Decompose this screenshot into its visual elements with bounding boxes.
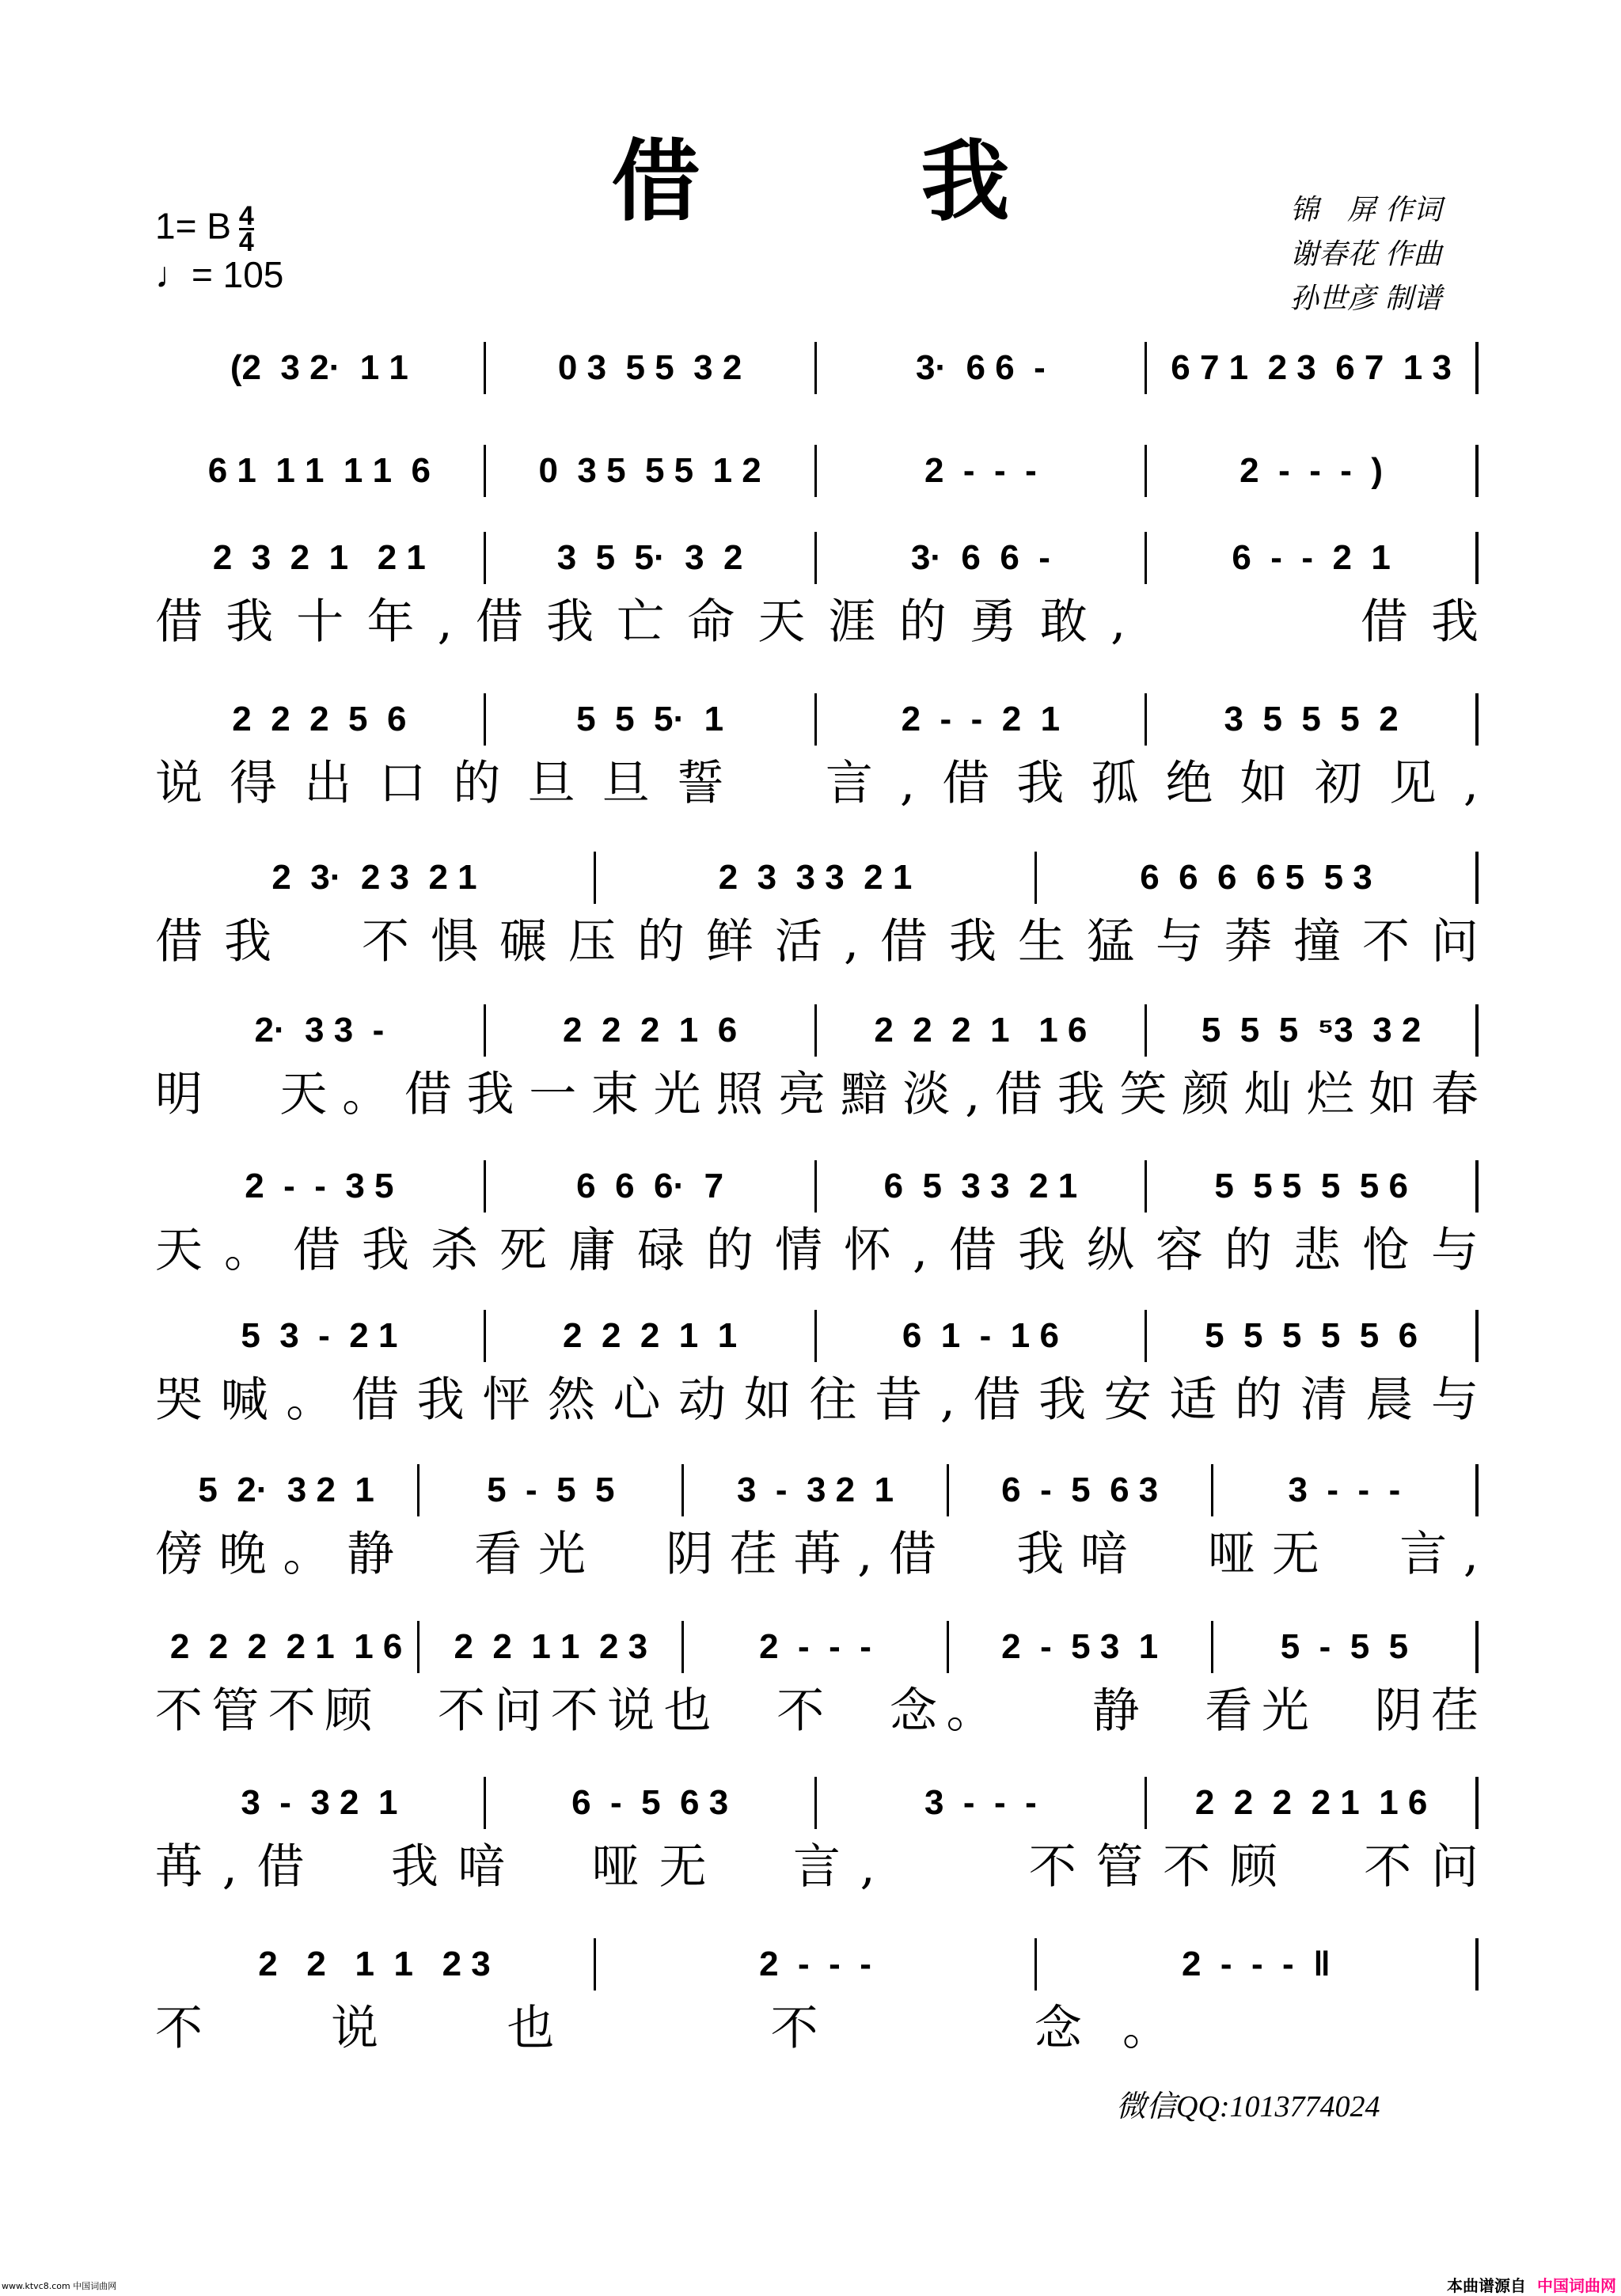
measure: 0 3 5 5 5 1 2 <box>486 445 817 497</box>
measure: 2 - - - ) <box>1147 445 1479 497</box>
measure: 6 - - 2 1 <box>1147 532 1479 584</box>
notation-line <box>155 340 1479 396</box>
score-row <box>155 340 1479 396</box>
measure: 2 3· 2 3 2 1 <box>155 852 596 904</box>
time-top: 4 <box>238 201 254 231</box>
score-row <box>155 1308 1479 1432</box>
arranger: 孙世彦 制谱 <box>1290 283 1442 315</box>
notation-line <box>155 1463 1479 1518</box>
score-row <box>155 850 1479 973</box>
measure: 2 - - 2 1 <box>817 693 1148 746</box>
measure: 6 7 1 2 3 6 7 1 3 <box>1147 342 1479 394</box>
score-row <box>155 443 1479 499</box>
measure: 3 5 5 5 2 <box>1147 693 1479 746</box>
score-row <box>155 1775 1479 1899</box>
measure: 6 5 3 3 2 1 <box>817 1160 1148 1213</box>
measure: 2 2 2 1 6 <box>486 1004 817 1057</box>
lyric-line: 不管不顾 不问不说也 不 念。 静 看光 阴荏 <box>155 1683 1479 1739</box>
measure: 3 - - - <box>817 1777 1148 1829</box>
score-row <box>155 530 1479 654</box>
notation-line <box>155 850 1479 905</box>
lyricist: 锦 屏 作词 <box>1290 194 1442 226</box>
measure: 2 - - 3 5 <box>155 1160 486 1213</box>
score-row <box>155 1003 1479 1126</box>
measure: 2 3 2 1 2 1 <box>155 532 486 584</box>
measure: 6 - 5 6 3 <box>949 1464 1213 1516</box>
notation-line <box>155 1159 1479 1214</box>
measure: 2 - 5 3 1 <box>949 1621 1213 1673</box>
measure: 5 5 5 ⁵3 3 2 <box>1147 1004 1479 1057</box>
notation-line <box>155 443 1479 499</box>
measure: 5 - 5 5 <box>1213 1621 1479 1673</box>
key-label: 1= B <box>155 205 231 247</box>
lyric-line: 说得出口的旦旦誓 言,借我孤绝如初见, <box>155 756 1479 811</box>
footer-brand: 中国词曲网 <box>1537 2276 1616 2295</box>
time-bottom: 4 <box>238 227 254 257</box>
notation-line <box>155 1937 1479 1992</box>
footer-site: www.ktvc8.com 中国词曲网 <box>2 2281 117 2291</box>
measure: 5 3 - 2 1 <box>155 1310 486 1362</box>
measure: 5 5 5· 1 <box>486 693 817 746</box>
lyric-line: 天。借我杀死庸碌的情怀,借我纵容的悲怆与 <box>155 1223 1479 1278</box>
measure: 2 - - - <box>684 1621 948 1673</box>
lyric-line: 借我 不惧碾压的鲜活,借我生猛与莽撞不问 <box>155 914 1479 970</box>
notation-line <box>155 1619 1479 1675</box>
song-title: 借 我 <box>611 130 1105 233</box>
measure: 5 5 5 5 5 6 <box>1147 1310 1479 1362</box>
lyric-line: 借我十年,借我亡命天涯的勇敢, 借我 <box>155 594 1479 650</box>
score-row <box>155 1619 1479 1743</box>
credits <box>1290 188 1441 321</box>
composer: 谢春花 作曲 <box>1290 238 1442 271</box>
measure: 3· 6 6 - <box>817 532 1148 584</box>
measure: 3 5 5· 3 2 <box>486 532 817 584</box>
measure: 2· 3 3 - <box>155 1004 486 1057</box>
measure: 2 - - - <box>596 1938 1037 1990</box>
measure: 2 2 2 1 1 6 <box>817 1004 1148 1057</box>
measure: 2 2 2 2 1 1 6 <box>1147 1777 1479 1829</box>
key-signature <box>155 201 284 295</box>
notation-line <box>155 1775 1479 1831</box>
lyric-line: 苒,借 我喑 哑无 言, 不管不顾 不问 <box>155 1839 1479 1895</box>
measure: 2 2 1 1 2 3 <box>419 1621 684 1673</box>
score-row <box>155 1159 1479 1282</box>
measure: 2 - - - <box>817 445 1148 497</box>
measure: 2 2 2 2 1 1 6 <box>155 1621 419 1673</box>
measure: 2 - - - ‖ <box>1037 1938 1479 1990</box>
measure: 2 2 2 5 6 <box>155 693 486 746</box>
lyric-line: 傍晚。静 看光 阴荏苒,借 我喑 哑无 言, <box>155 1527 1479 1582</box>
lyric-line: 不 说 也 不 念。 <box>155 2001 1479 2056</box>
measure: 3 - 3 2 1 <box>155 1777 486 1829</box>
score-row <box>155 692 1479 815</box>
contact-info: 微信QQ:1013774024 <box>1116 2090 1380 2123</box>
lyric-line: 明 天。借我一束光照亮黯淡,借我笑颜灿烂如春 <box>155 1067 1479 1122</box>
measure: 6 - 5 6 3 <box>486 1777 817 1829</box>
notation-line <box>155 692 1479 747</box>
notation-line <box>155 1003 1479 1058</box>
lyric-line: 哭喊。借我怦然心动如往昔,借我安适的清晨与 <box>155 1372 1479 1428</box>
measure: 3 - 3 2 1 <box>684 1464 948 1516</box>
notation-line <box>155 1308 1479 1364</box>
time-signature <box>238 201 254 257</box>
measure: 6 6 6· 7 <box>486 1160 817 1213</box>
measure: 3 - - - <box>1213 1464 1479 1516</box>
measure: 2 2 2 1 1 <box>486 1310 817 1362</box>
score-row <box>155 1463 1479 1586</box>
measure: 6 1 1 1 1 1 6 <box>155 445 486 497</box>
measure: 3· 6 6 - <box>817 342 1148 394</box>
score-row <box>155 1937 1479 2060</box>
notation-line <box>155 530 1479 586</box>
tempo: ♩= 105 <box>155 254 284 295</box>
footer-source-label: 本曲谱源自 <box>1447 2276 1526 2295</box>
measure: 6 6 6 6 5 5 3 <box>1037 852 1479 904</box>
measure: 0 3 5 5 3 2 <box>486 342 817 394</box>
measure: (2 3 2· 1 1 <box>155 342 486 394</box>
measure: 2 3 3 3 2 1 <box>596 852 1037 904</box>
measure: 2 2 1 1 2 3 <box>155 1938 596 1990</box>
measure: 5 5 5 5 5 6 <box>1147 1160 1479 1213</box>
measure: 5 - 5 5 <box>419 1464 684 1516</box>
measure: 5 2· 3 2 1 <box>155 1464 419 1516</box>
measure: 6 1 - 1 6 <box>817 1310 1148 1362</box>
